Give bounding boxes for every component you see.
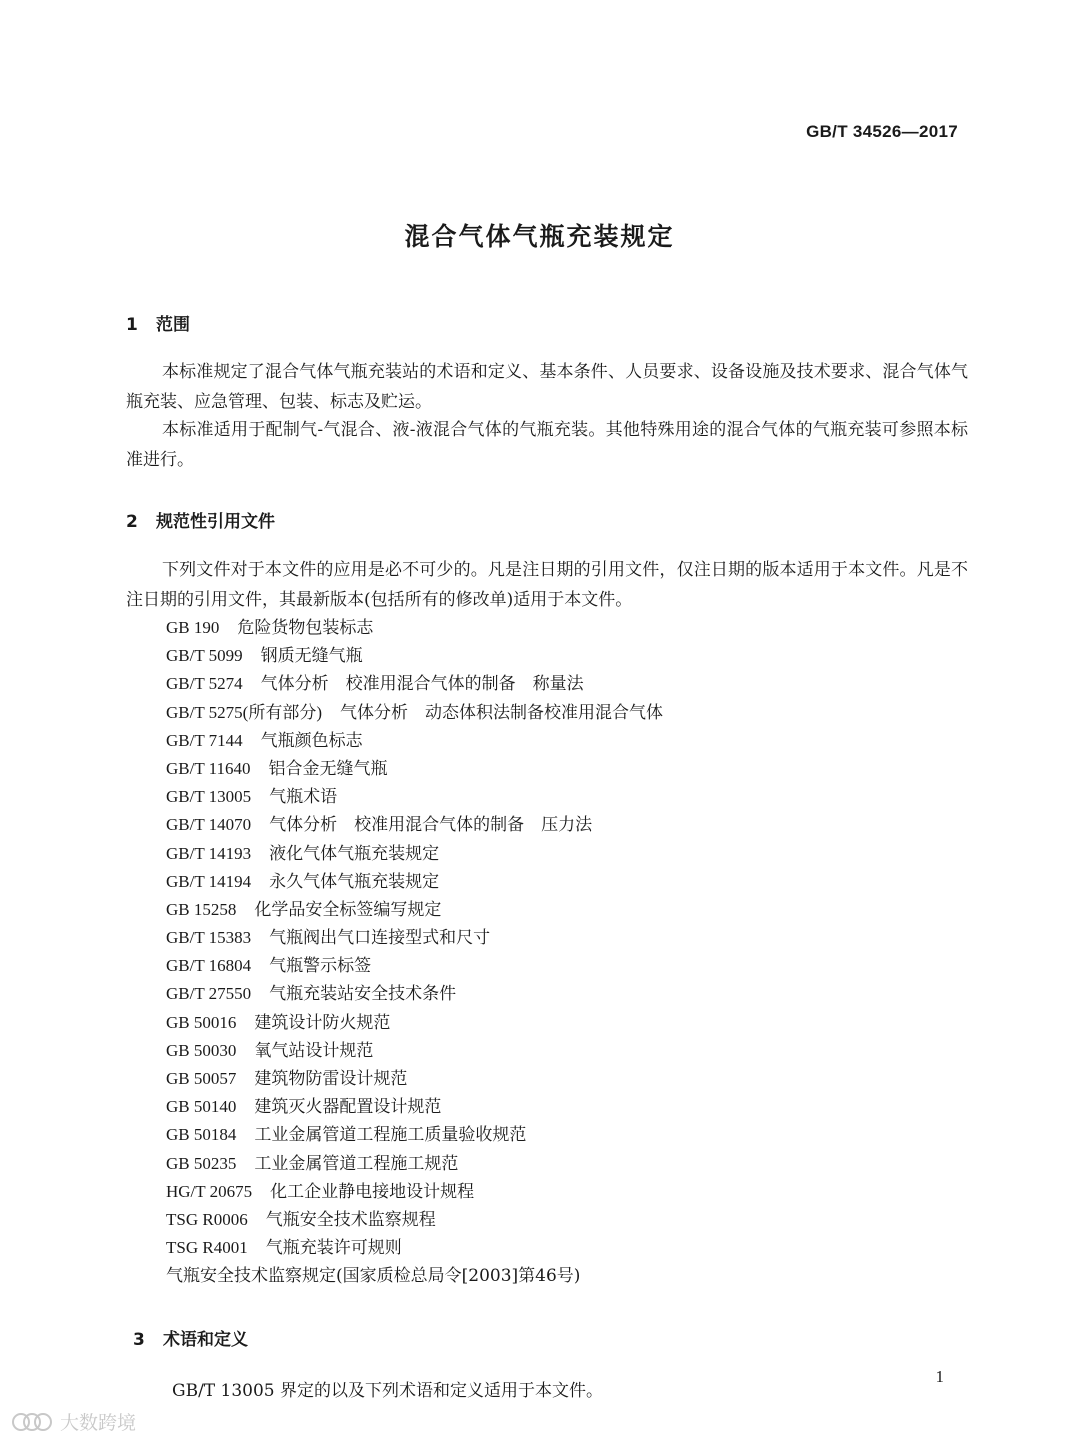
reference-title: 气体分析 动态体积法制备校准用混合气体 bbox=[340, 702, 663, 723]
reference-code: GB/T 16804 bbox=[166, 956, 252, 976]
reference-code: GB/T 11640 bbox=[166, 758, 251, 778]
reference-code: GB/T 15383 bbox=[166, 928, 252, 948]
reference-item bbox=[166, 811, 663, 839]
reference-code: GB/T 14193 bbox=[166, 843, 252, 863]
reference-item bbox=[166, 1234, 663, 1262]
reference-item bbox=[166, 952, 663, 980]
reference-title: 气瓶充装站安全技术条件 bbox=[269, 984, 457, 1005]
reference-title: 建筑设计防火规范 bbox=[254, 1012, 391, 1033]
section-number: 3 bbox=[133, 1330, 145, 1350]
reference-code: GB/T 5275(所有部分) bbox=[166, 702, 322, 722]
reference-title: 气瓶术语 bbox=[269, 787, 338, 808]
reference-item bbox=[166, 670, 663, 698]
reference-code: GB 50140 bbox=[166, 1097, 237, 1117]
section-3-heading bbox=[133, 1325, 248, 1350]
reference-code: TSG R4001 bbox=[166, 1238, 248, 1258]
reference-code: GB/T 14070 bbox=[166, 815, 252, 835]
reference-code: GB/T 13005 bbox=[166, 787, 252, 807]
reference-code: GB 50057 bbox=[166, 1069, 237, 1088]
reference-title: 钢质无缝气瓶 bbox=[260, 646, 363, 667]
reference-item bbox=[166, 1093, 663, 1121]
reference-code: GB/T 27550 bbox=[166, 984, 252, 1004]
reference-item bbox=[166, 755, 663, 783]
reference-code: GB 50030 bbox=[166, 1040, 237, 1060]
reference-title: 化学品安全标签编写规定 bbox=[254, 899, 442, 920]
reference-item bbox=[166, 896, 663, 924]
reference-code: HG/T 20675 bbox=[166, 1181, 253, 1201]
standard-number: GB/T 34526—2017 bbox=[806, 122, 958, 141]
terms-intro: GB/T 13005 界定的以及下列术语和定义适用于本文件。 bbox=[172, 1381, 604, 1401]
reference-title: 气瓶阀出气口连接型式和尺寸 bbox=[269, 928, 491, 949]
reference-code: GB 50016 bbox=[166, 1012, 237, 1032]
reference-title: 危险货物包装标志 bbox=[237, 618, 374, 638]
section-title: 术语和定义 bbox=[163, 1330, 248, 1350]
page-number: 1 bbox=[935, 1367, 944, 1386]
scope-paragraph-1: 本标准规定了混合气体气瓶充装站的术语和定义、基本条件、人员要求、设备设施及技术要求、混合气体气瓶充装、应急管理、包装、标志及贮运。 bbox=[126, 362, 968, 412]
references-intro: 下列文件对于本文件的应用是必不可少的。凡是注日期的引用文件，仅注日期的版本适用于本文件。凡是不注日期的引用文件，其最新版本(包括所有的修改单)适用于本文件。 bbox=[126, 560, 968, 610]
reference-item bbox=[166, 1037, 663, 1065]
reference-title: 气体分析 校准用混合气体的制备 压力法 bbox=[269, 815, 593, 836]
reference-item bbox=[166, 1206, 663, 1234]
reference-code: GB/T 5274 bbox=[166, 674, 243, 694]
reference-item bbox=[166, 614, 663, 642]
reference-item bbox=[166, 980, 663, 1008]
section-number: 1 bbox=[126, 315, 138, 335]
reference-code: GB 190 bbox=[166, 618, 220, 637]
reference-item bbox=[166, 868, 663, 896]
reference-title: 气瓶颜色标志 bbox=[260, 730, 363, 751]
reference-item bbox=[166, 1121, 663, 1149]
reference-item bbox=[166, 783, 663, 811]
reference-list bbox=[166, 614, 663, 1291]
reference-title: 化工企业静电接地设计规程 bbox=[270, 1181, 475, 1202]
reference-title: 液化气体气瓶充装规定 bbox=[269, 843, 440, 864]
reference-item bbox=[166, 1150, 663, 1178]
reference-code: GB/T 5099 bbox=[166, 646, 243, 666]
reference-code: GB/T 7144 bbox=[166, 730, 243, 750]
reference-title: 建筑物防雷设计规范 bbox=[254, 1069, 408, 1089]
section-title: 范围 bbox=[156, 315, 190, 335]
section-title: 规范性引用文件 bbox=[156, 512, 275, 532]
watermark-text: 大数跨境 bbox=[60, 1412, 137, 1434]
reference-title: 气瓶安全技术监察规定(国家质检总局令[2003]第46号) bbox=[166, 1266, 581, 1287]
reference-item bbox=[166, 642, 663, 670]
section-2-heading bbox=[126, 507, 275, 532]
reference-code: GB 15258 bbox=[166, 899, 237, 919]
reference-item bbox=[166, 727, 663, 755]
document-title: 混合气体气瓶充装规定 bbox=[404, 222, 675, 251]
reference-item bbox=[166, 840, 663, 868]
reference-code: TSG R0006 bbox=[166, 1209, 248, 1229]
reference-code: GB/T 14194 bbox=[166, 871, 252, 891]
section-number: 2 bbox=[126, 512, 138, 532]
reference-item bbox=[166, 1009, 663, 1037]
reference-title: 工业金属管道工程施工规范 bbox=[254, 1153, 459, 1174]
reference-code: GB 50184 bbox=[166, 1125, 237, 1145]
section-1-heading bbox=[126, 310, 190, 335]
reference-item bbox=[166, 924, 663, 952]
reference-title: 气瓶充装许可规则 bbox=[265, 1238, 402, 1259]
scope-paragraph-2: 本标准适用于配制气-气混合、液-液混合气体的气瓶充装。其他特殊用途的混合气体的气瓶充装可参照本标准进行。 bbox=[126, 420, 968, 470]
watermark bbox=[10, 1408, 136, 1435]
watermark-logo-icon bbox=[10, 1411, 54, 1433]
reference-title: 永久气体气瓶充装规定 bbox=[269, 871, 440, 892]
reference-title: 气体分析 校准用混合气体的制备 称量法 bbox=[260, 674, 584, 695]
reference-title: 氧气站设计规范 bbox=[254, 1040, 374, 1061]
reference-item bbox=[166, 1262, 663, 1290]
reference-code: GB 50235 bbox=[166, 1153, 237, 1173]
reference-title: 建筑灭火器配置设计规范 bbox=[254, 1097, 442, 1118]
reference-item bbox=[166, 699, 663, 727]
reference-title: 工业金属管道工程施工质量验收规范 bbox=[254, 1125, 527, 1146]
reference-title: 气瓶安全技术监察规程 bbox=[265, 1209, 436, 1230]
reference-title: 气瓶警示标签 bbox=[269, 956, 372, 977]
reference-title: 铝合金无缝气瓶 bbox=[268, 758, 388, 779]
reference-item bbox=[166, 1065, 663, 1093]
reference-item bbox=[166, 1178, 663, 1206]
